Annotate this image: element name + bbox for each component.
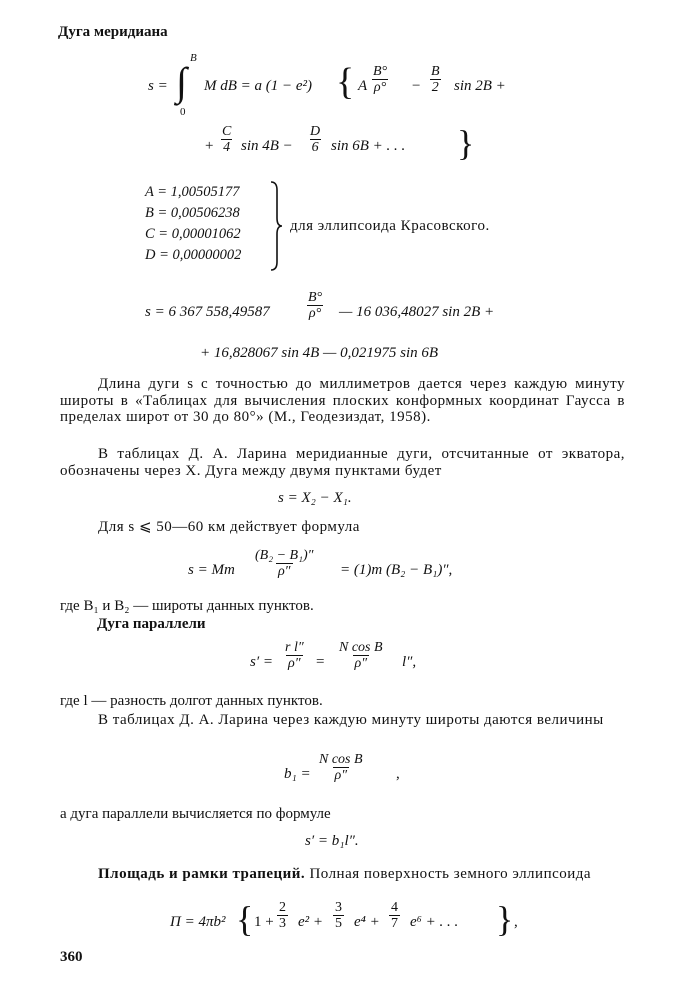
area-lhs: Π = 4πb² <box>170 914 226 930</box>
fraction-numerator: B° <box>308 290 323 305</box>
fraction-denominator: ρ″ <box>288 656 301 671</box>
section-header-parallel: Дуга параллели <box>97 616 206 632</box>
equation-mm-rhs: = (1)m (B₂ − B₁)″, <box>340 562 453 578</box>
fraction-b-over-rho <box>371 64 389 95</box>
area-heading: Площадь и рамки трапеций. <box>98 866 306 882</box>
paragraph-short-distance: Для s ⩽ 50—60 км действует формула <box>98 519 360 535</box>
fraction-numerator: N cos B <box>319 752 363 767</box>
arc-formula-lhs: s = 6 367 558,49587 <box>145 304 270 320</box>
fraction-numerator: C <box>222 124 232 139</box>
area-comma: , <box>514 914 518 930</box>
fraction-numerator: (B₂ − B₁)″ <box>255 548 314 563</box>
fraction-denominator: 7 <box>391 916 398 931</box>
fraction-denominator: 5 <box>335 916 342 931</box>
fraction-numerator: B° <box>373 64 388 79</box>
constant-d: D = 0,00000002 <box>145 247 242 263</box>
area-one: 1 + <box>254 914 274 930</box>
equation-s-prime: s′ = b₁l″. <box>305 833 359 849</box>
fraction-b1 <box>317 752 365 783</box>
fraction-denominator: ρ° <box>373 80 387 95</box>
fraction-c-over-4 <box>220 124 233 155</box>
fraction-2-over-3 <box>277 900 288 931</box>
equation-s-difference: s = X₂ − X₁. <box>278 490 352 506</box>
fraction-b-over-2 <box>429 64 442 95</box>
fraction-numerator: 2 <box>279 900 286 915</box>
fraction-denominator: 2 <box>431 80 439 95</box>
paragraph-longitude-difference: где l — разность долгот данных пунктов. <box>60 693 323 709</box>
arc-formula-line-2: + 16,828067 sin 4B — 0,021975 sin 6B <box>200 345 439 361</box>
fraction-numerator: 4 <box>391 900 398 915</box>
fraction-ncosb-over-rho <box>337 640 385 671</box>
equation-parallel-rhs: l″, <box>402 654 417 670</box>
page-number: 360 <box>60 949 83 965</box>
fraction-denominator: ρ″ <box>277 564 291 579</box>
paragraph-larin-values: В таблицах Д. А. Ларина через каждую минуту широты даются величины <box>98 712 604 728</box>
integral-lhs: s = <box>148 78 168 94</box>
area-term-3: e⁶ + . . . <box>410 914 459 930</box>
paragraph-latitudes: где B₁ и B₂ — широты данных пунктов. <box>60 598 314 614</box>
integral-upper-limit: B <box>190 52 197 64</box>
paragraph-arc-length-tables: Длина дуги s с точностью до миллиметров дается через каждую минуту широты в «Таблицах для вычисления плоских конформных координат Гаусса в пределах широт от 30 до 80°» (М., Геодезиздат, 1958). <box>60 376 625 425</box>
fraction-denominator: ρ″ <box>354 656 368 671</box>
constant-a: A = 1,00505177 <box>145 184 240 200</box>
fraction-denominator: ρ″ <box>334 768 348 783</box>
paragraph-larin-tables: В таблицах Д. А. Ларина меридианные дуги, отсчитанные от экватора, обозначены через X. Дуга между двумя пунктами будет <box>60 446 625 479</box>
fraction-denominator: 3 <box>279 916 286 931</box>
integral-tail: sin 2B + <box>454 78 506 94</box>
integral-lower-limit: 0 <box>180 106 186 118</box>
area-left-brace: { <box>236 899 254 939</box>
equals-sign: = <box>316 654 325 670</box>
fraction-denominator: ρ° <box>308 306 322 321</box>
series-right-brace: } <box>457 123 475 163</box>
paragraph-area <box>60 866 625 883</box>
integral-sign: ∫ <box>176 59 187 104</box>
fraction-3-over-5 <box>333 900 344 931</box>
series-end: sin 6B + . . . <box>331 138 406 154</box>
series-middle: sin 4B − <box>241 138 293 154</box>
constants-note: для эллипсоида Красовского. <box>290 218 490 234</box>
fraction-b-over-rho-2 <box>306 290 324 321</box>
fraction-rl-over-rho <box>283 640 306 671</box>
section-header-meridian: Дуга меридиана <box>58 24 168 40</box>
fraction-latitude-difference <box>253 548 315 579</box>
integral-left-brace: { <box>336 61 355 103</box>
fraction-numerator: 3 <box>335 900 342 915</box>
arc-formula-rest: — 16 036,48027 sin 2B + <box>339 304 495 320</box>
constant-c: C = 0,00001062 <box>145 226 241 242</box>
equation-mm-lhs: s = Mm <box>188 562 235 578</box>
integral-term-a: A <box>358 78 368 94</box>
fraction-numerator: D <box>310 124 321 139</box>
plus-sign: + <box>205 138 214 154</box>
area-term-2: e⁴ + <box>354 914 380 930</box>
area-text: Полная поверхность земного эллипсоида <box>305 866 592 882</box>
equation-parallel-lhs: s′ = <box>250 654 273 670</box>
fraction-numerator: N cos B <box>339 640 383 655</box>
paragraph-parallel-formula: а дуга параллели вычисляется по формуле <box>60 806 331 822</box>
fraction-4-over-7 <box>389 900 400 931</box>
area-right-brace: } <box>496 899 514 939</box>
fraction-numerator: r l″ <box>285 640 304 655</box>
area-term-1: e² + <box>298 914 324 930</box>
fraction-numerator: B <box>431 64 440 79</box>
fraction-denominator: 4 <box>223 140 231 155</box>
constants-right-brace <box>268 180 284 272</box>
equation-b1-lhs: b₁ = <box>284 766 311 782</box>
constant-b: B = 0,00506238 <box>145 205 240 221</box>
constants-list <box>145 182 241 266</box>
integral-minus: − <box>412 78 421 94</box>
equation-b1-comma: , <box>396 766 400 782</box>
fraction-denominator: 6 <box>311 140 319 155</box>
integral-integrand: M dB = a (1 − e²) <box>204 78 313 94</box>
fraction-d-over-6 <box>308 124 322 155</box>
